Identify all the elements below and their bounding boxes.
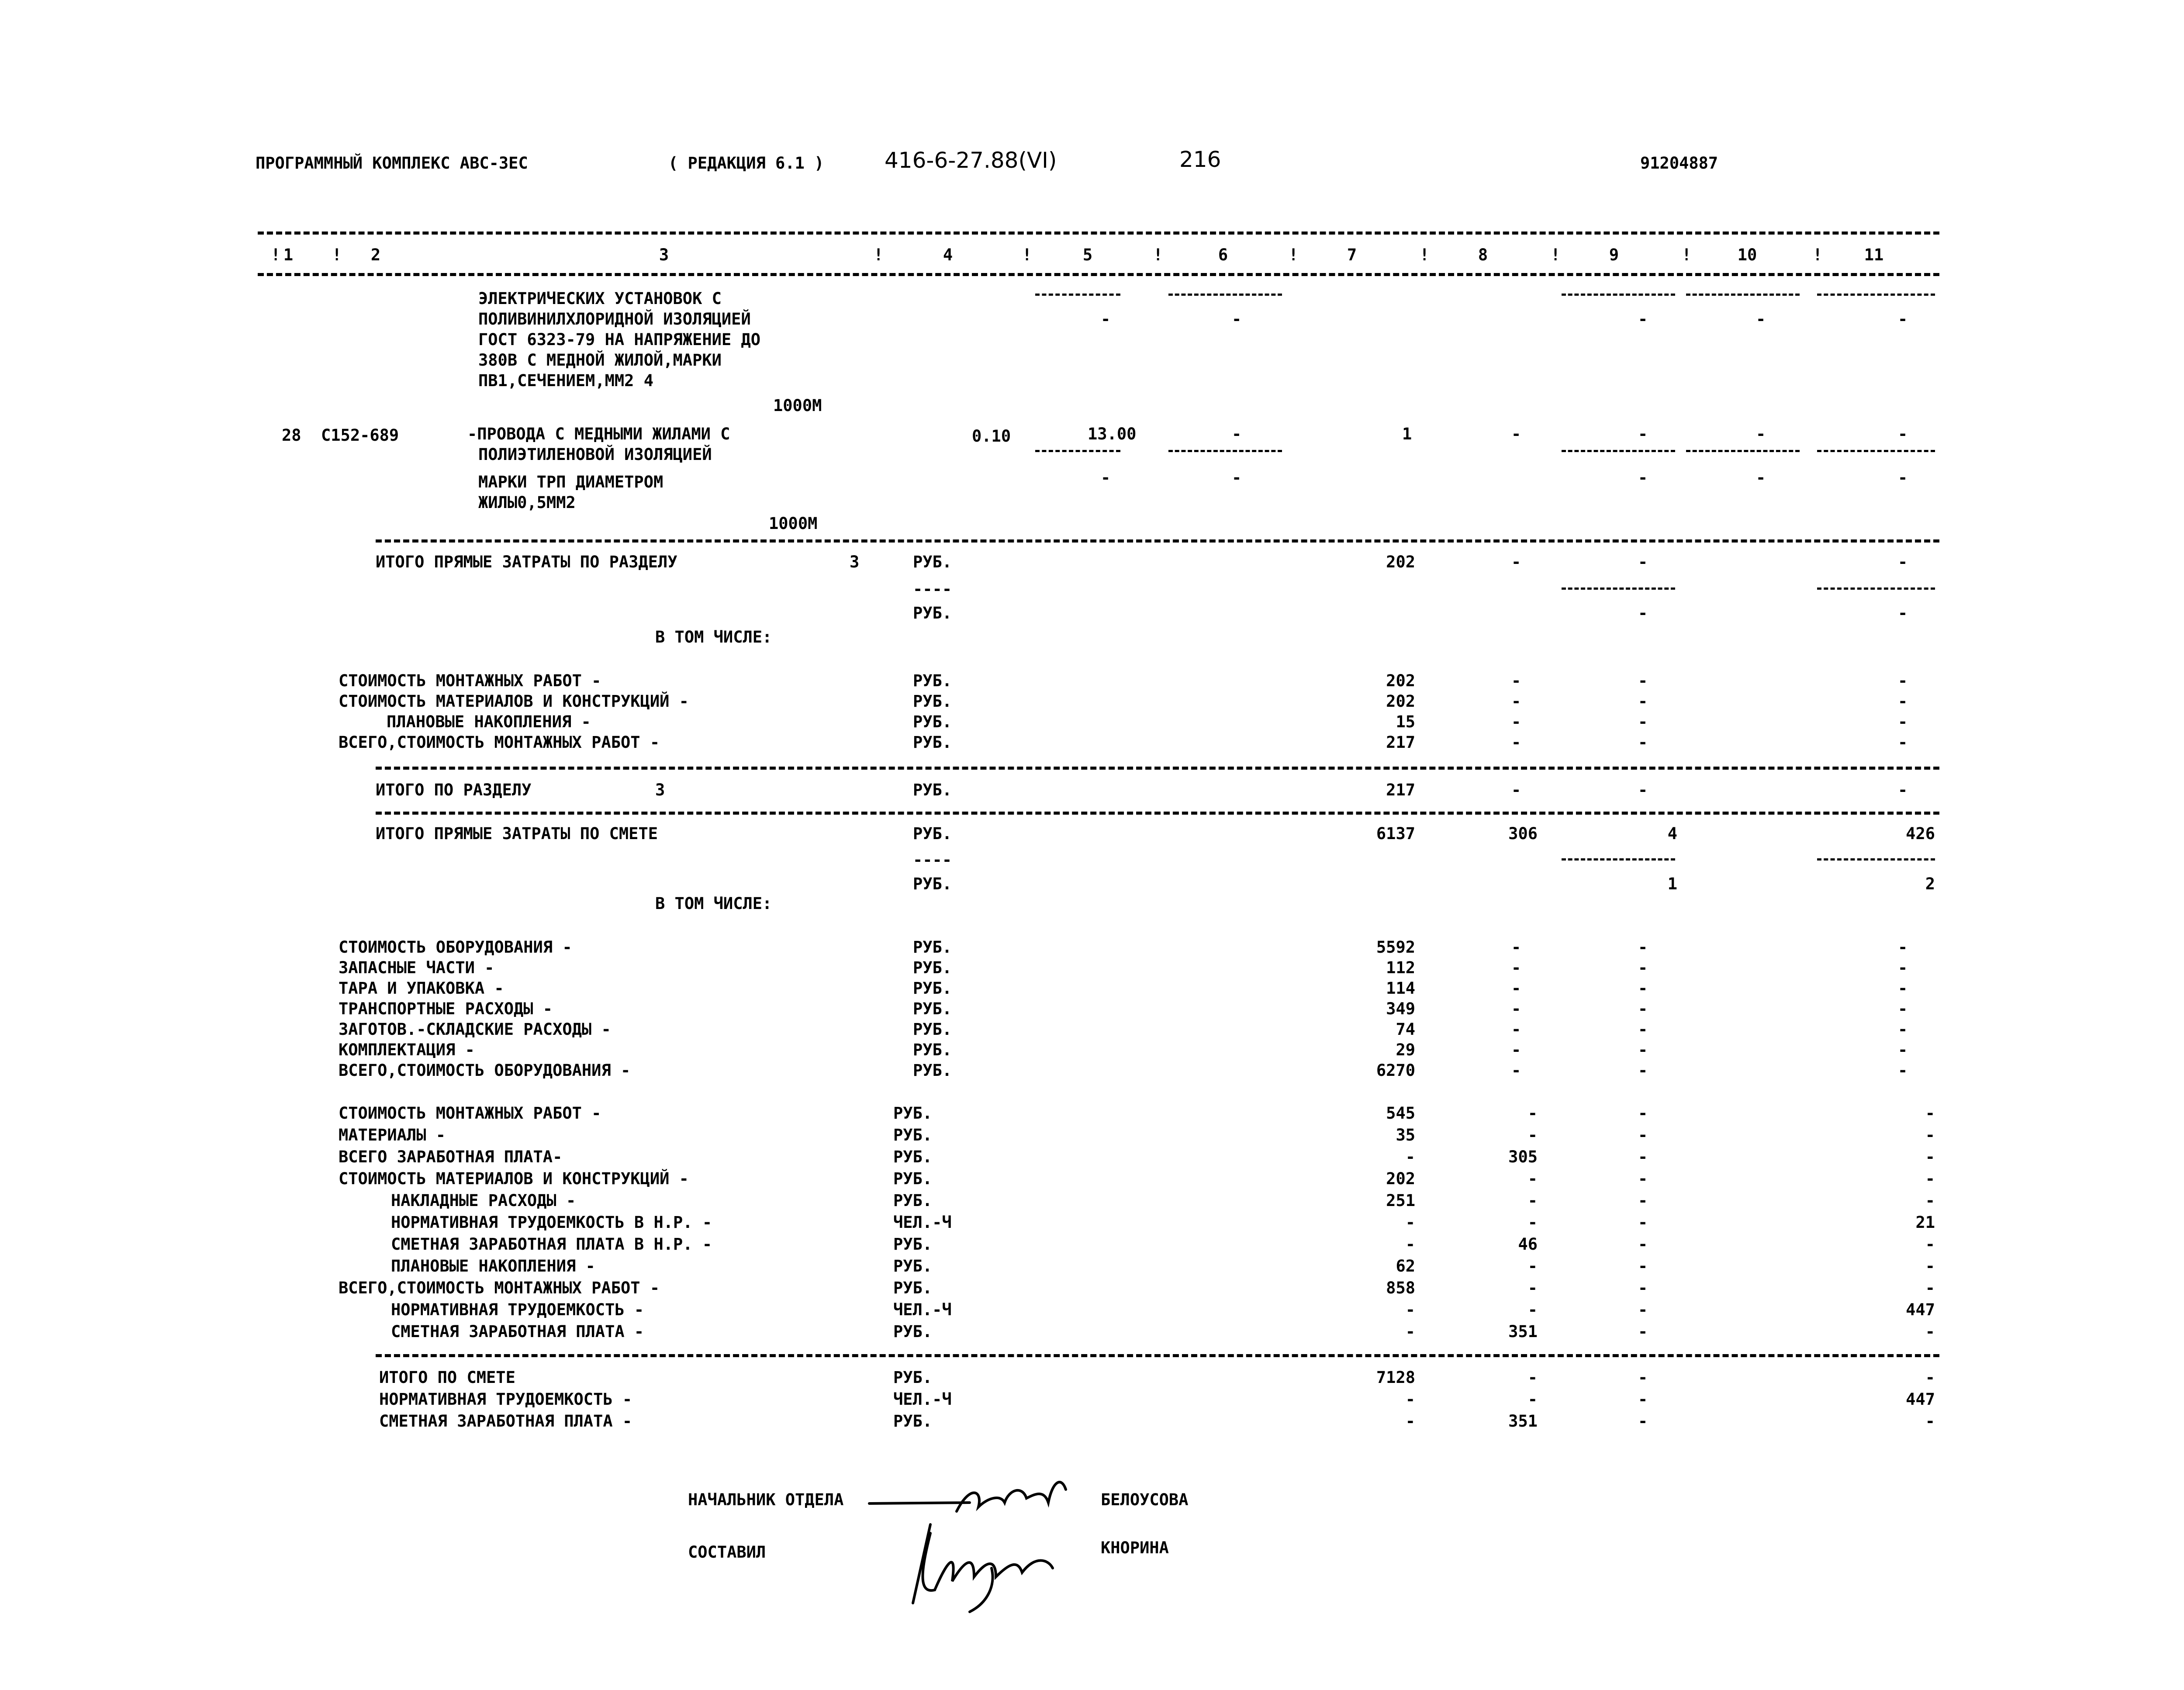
breakdown-label: СТОИМОСТЬ МАТЕРИАЛОВ И КОНСТРУКЦИЙ - bbox=[339, 692, 689, 711]
cell-dash: - bbox=[1511, 979, 1521, 998]
cell-dash: - bbox=[1232, 468, 1242, 487]
column-separator: ! bbox=[1813, 245, 1823, 264]
unit: РУБ. bbox=[893, 1322, 933, 1341]
cell-dash: - bbox=[1638, 671, 1648, 690]
equipment-label: КОМПЛЕКТАЦИЯ - bbox=[339, 1040, 475, 1059]
document-code: 416-6-27.88(VI) bbox=[885, 148, 1057, 173]
works-col7: - bbox=[1405, 1147, 1415, 1166]
estimate-total-label: ИТОГО ПО СМЕТЕ bbox=[379, 1368, 515, 1387]
breakdown-value: 202 bbox=[1386, 671, 1415, 690]
cell-rule bbox=[1035, 450, 1120, 452]
unit: РУБ. bbox=[893, 1235, 933, 1254]
section-rule bbox=[376, 539, 1939, 543]
estimate-total-col11: - bbox=[1925, 1412, 1935, 1431]
equipment-value: 29 bbox=[1396, 1040, 1415, 1059]
works-label: ПЛАНОВЫЕ НАКОПЛЕНИЯ - bbox=[391, 1257, 595, 1275]
estimate-direct-col9: 4 bbox=[1667, 824, 1677, 843]
cell-dash: - bbox=[1898, 781, 1908, 799]
equipment-value: 112 bbox=[1386, 958, 1415, 977]
cell-dash: - bbox=[1511, 1061, 1521, 1080]
works-col11: - bbox=[1925, 1279, 1935, 1297]
cell-rule bbox=[1562, 294, 1675, 296]
cell-dash: - bbox=[1638, 781, 1648, 799]
column-number: 4 bbox=[943, 245, 953, 264]
works-col8: 305 bbox=[1508, 1147, 1538, 1166]
unit: РУБ. bbox=[913, 553, 952, 571]
including-heading: В ТОМ ЧИСЛЕ: bbox=[655, 894, 772, 913]
cell-dash: - bbox=[1898, 671, 1908, 690]
desc-line: ЭЛЕКТРИЧЕСКИХ УСТАНОВОК С bbox=[478, 289, 722, 308]
section-total-value: 217 bbox=[1386, 781, 1415, 799]
works-label: СТОИМОСТЬ МОНТАЖНЫХ РАБОТ - bbox=[339, 1104, 601, 1123]
cell-dash: - bbox=[1638, 1235, 1648, 1254]
item-number: 28 bbox=[282, 426, 301, 445]
cell-dash: - bbox=[1638, 553, 1648, 571]
estimate-total-label: СМЕТНАЯ ЗАРАБОТНАЯ ПЛАТА - bbox=[379, 1412, 632, 1431]
cell-dash: - bbox=[1638, 1061, 1648, 1080]
program-name: ПРОГРАММНЫЙ КОМПЛЕКС АВС-ЗЕС bbox=[256, 154, 528, 173]
desc-line: МАРКИ ТРП ДИАМЕТРОМ bbox=[478, 473, 663, 491]
cell-dash: - bbox=[1898, 692, 1908, 711]
cell-dash: - bbox=[1638, 1279, 1648, 1297]
page-number: 216 bbox=[1179, 147, 1221, 172]
signature-name: КНОРИНА bbox=[1101, 1538, 1169, 1557]
desc-line: ПОЛИЭТИЛЕНОВОЙ ИЗОЛЯЦИЕЙ bbox=[478, 445, 712, 464]
cell-dash: - bbox=[1638, 1191, 1648, 1210]
cell-dash: - bbox=[1638, 468, 1648, 487]
cell-dash: - bbox=[1638, 1300, 1648, 1319]
works-label: ВСЕГО,СТОИМОСТЬ МОНТАЖНЫХ РАБОТ - bbox=[339, 1279, 660, 1297]
section-direct-label: ИТОГО ПРЯМЫЕ ЗАТРАТЫ ПО РАЗДЕЛУ bbox=[376, 553, 677, 571]
column-number: 7 bbox=[1347, 245, 1357, 264]
cell-dash: - bbox=[1756, 310, 1766, 328]
cell-dash: - bbox=[1756, 468, 1766, 487]
column-separator: ! bbox=[1682, 245, 1692, 264]
cell-dash: - bbox=[1511, 712, 1521, 731]
unit: РУБ. bbox=[893, 1147, 933, 1166]
works-col8: 46 bbox=[1518, 1235, 1538, 1254]
cell-dash: - bbox=[1898, 1020, 1908, 1039]
equipment-value: 5592 bbox=[1376, 938, 1415, 957]
estimate-total-col11: - bbox=[1925, 1368, 1935, 1387]
column-number: 8 bbox=[1478, 245, 1488, 264]
cell-dash: - bbox=[1638, 1390, 1648, 1409]
cell-dash: - bbox=[1898, 958, 1908, 977]
cell-dash: - bbox=[1511, 938, 1521, 957]
works-col7: 62 bbox=[1396, 1257, 1415, 1275]
estimate-total-col8: - bbox=[1527, 1390, 1538, 1409]
signature-role: СОСТАВИЛ bbox=[688, 1543, 766, 1562]
section-total-label: ИТОГО ПО РАЗДЕЛУ bbox=[376, 781, 532, 799]
section-number: 3 bbox=[850, 553, 860, 571]
cell-dash: - bbox=[1232, 310, 1242, 328]
column-separator: ! bbox=[1420, 245, 1430, 264]
cell-dash: - bbox=[1638, 1322, 1648, 1341]
column-separator: ! bbox=[874, 245, 884, 264]
cell-dash: - bbox=[1898, 712, 1908, 731]
unit: РУБ. bbox=[893, 1104, 933, 1123]
unit: РУБ. bbox=[913, 671, 952, 690]
works-col11: - bbox=[1925, 1235, 1935, 1254]
equipment-label: ВСЕГО,СТОИМОСТЬ ОБОРУДОВАНИЯ - bbox=[339, 1061, 631, 1080]
cell-rule bbox=[1562, 858, 1675, 861]
works-col11: - bbox=[1925, 1322, 1935, 1341]
unit: РУБ. bbox=[913, 604, 952, 622]
equipment-label: ЗАГОТОВ.-СКЛАДСКИЕ РАСХОДЫ - bbox=[339, 1020, 611, 1039]
cell-dash: - bbox=[1511, 1040, 1521, 1059]
edition: ( РЕДАКЦИЯ 6.1 ) bbox=[668, 154, 824, 173]
works-col8: - bbox=[1527, 1169, 1538, 1188]
section-direct-value: 202 bbox=[1386, 553, 1415, 571]
column-separator: ! bbox=[1022, 245, 1032, 264]
works-col8: - bbox=[1527, 1126, 1538, 1144]
unit: ЧЕЛ.-Ч bbox=[893, 1390, 952, 1409]
cell-dash: - bbox=[1638, 604, 1648, 622]
cell-rule bbox=[1035, 294, 1120, 296]
cell-dash: - bbox=[1898, 1061, 1908, 1080]
cell-dash: - bbox=[1511, 671, 1521, 690]
works-label: СТОИМОСТЬ МАТЕРИАЛОВ И КОНСТРУКЦИЙ - bbox=[339, 1169, 689, 1188]
cell-dash: - bbox=[1638, 958, 1648, 977]
equipment-value: 114 bbox=[1386, 979, 1415, 998]
section-total-rule bbox=[376, 767, 1939, 770]
estimate-total-col8: - bbox=[1527, 1368, 1538, 1387]
cell-dash: - bbox=[1898, 1040, 1908, 1059]
works-col7: 545 bbox=[1386, 1104, 1415, 1123]
estimate-total-label: НОРМАТИВНАЯ ТРУДОЕМКОСТЬ - bbox=[379, 1390, 632, 1409]
estimate-direct-col7: 6137 bbox=[1376, 824, 1415, 843]
unit-rule: ---- bbox=[913, 850, 952, 869]
cell-dash: - bbox=[1756, 425, 1766, 443]
estimate-total-col7: - bbox=[1405, 1390, 1415, 1409]
breakdown-value: 202 bbox=[1386, 692, 1415, 711]
column-number: 10 bbox=[1737, 245, 1757, 264]
cell-dash: - bbox=[1638, 979, 1648, 998]
cell-dash: - bbox=[1638, 1104, 1648, 1123]
cell-dash: - bbox=[1898, 468, 1908, 487]
unit: РУБ. bbox=[913, 1020, 952, 1039]
cell-rule bbox=[1686, 450, 1800, 452]
estimate-total-col7: - bbox=[1405, 1412, 1415, 1431]
works-col7: 202 bbox=[1386, 1169, 1415, 1188]
works-col11: - bbox=[1925, 1257, 1935, 1275]
works-col11: - bbox=[1925, 1126, 1935, 1144]
cell-dash: - bbox=[1638, 1368, 1648, 1387]
works-col7: 35 bbox=[1396, 1126, 1415, 1144]
cell-rule bbox=[1168, 294, 1282, 296]
estimate-total-col7: 7128 bbox=[1376, 1368, 1415, 1387]
document-number: 91204887 bbox=[1640, 154, 1718, 173]
unit: РУБ. bbox=[913, 938, 952, 957]
works-col7: - bbox=[1405, 1235, 1415, 1254]
works-col8: - bbox=[1527, 1257, 1538, 1275]
unit: РУБ. bbox=[913, 958, 952, 977]
desc-line: ПОЛИВИНИЛХЛОРИДНОЙ ИЗОЛЯЦИЕЙ bbox=[478, 310, 751, 328]
estimate-total-col8: 351 bbox=[1508, 1412, 1538, 1431]
breakdown-label: СТОИМОСТЬ МОНТАЖНЫХ РАБОТ - bbox=[339, 671, 601, 690]
unit: РУБ. bbox=[913, 874, 952, 893]
cell-dash: - bbox=[1638, 1040, 1648, 1059]
cell-rule bbox=[1817, 294, 1935, 296]
item-quantity: 0.10 bbox=[972, 427, 1011, 446]
works-label: МАТЕРИАЛЫ - bbox=[339, 1126, 446, 1144]
estimate-direct-col11: 426 bbox=[1906, 824, 1935, 843]
column-number: 5 bbox=[1082, 245, 1093, 264]
breakdown-label: ВСЕГО,СТОИМОСТЬ МОНТАЖНЫХ РАБОТ - bbox=[339, 733, 660, 752]
column-number: 1 bbox=[283, 245, 294, 264]
unit: ЧЕЛ.-Ч bbox=[893, 1300, 952, 1319]
cell-dash: - bbox=[1511, 999, 1521, 1018]
unit: РУБ. bbox=[913, 1040, 952, 1059]
cell-dash: - bbox=[1638, 1020, 1648, 1039]
works-col7: - bbox=[1405, 1213, 1415, 1232]
cell-dash: - bbox=[1638, 310, 1648, 328]
handwritten-signature bbox=[904, 1516, 1088, 1616]
cell-dash: - bbox=[1898, 425, 1908, 443]
breakdown-value: 217 bbox=[1386, 733, 1415, 752]
desc-line: -ПРОВОДА С МЕДНЫМИ ЖИЛАМИ С bbox=[467, 425, 730, 443]
works-col11: - bbox=[1925, 1169, 1935, 1188]
works-col8: 351 bbox=[1508, 1322, 1538, 1341]
cell-rule bbox=[1562, 450, 1675, 452]
cell-rule bbox=[1686, 294, 1800, 296]
estimate-direct-label: ИТОГО ПРЯМЫЕ ЗАТРАТЫ ПО СМЕТЕ bbox=[376, 824, 658, 843]
cell-dash: - bbox=[1898, 938, 1908, 957]
works-col7: 858 bbox=[1386, 1279, 1415, 1297]
cell-dash: - bbox=[1638, 938, 1648, 957]
cell-dash: - bbox=[1101, 310, 1111, 328]
header-top-rule bbox=[258, 232, 1939, 235]
desc-line: ГОСТ 6323-79 НА НАПРЯЖЕНИЕ ДО bbox=[478, 330, 761, 349]
unit: РУБ. bbox=[893, 1191, 933, 1210]
unit-rule: ---- bbox=[913, 580, 952, 598]
works-col8: - bbox=[1527, 1279, 1538, 1297]
cell-rule bbox=[1562, 588, 1675, 590]
cell-dash: - bbox=[1898, 553, 1908, 571]
cell-dash: - bbox=[1638, 712, 1648, 731]
unit: РУБ. bbox=[893, 1169, 933, 1188]
cell-dash: - bbox=[1638, 1169, 1648, 1188]
works-col11: 21 bbox=[1915, 1213, 1935, 1232]
cell-dash: - bbox=[1638, 1412, 1648, 1431]
item-unit-price: 13.00 bbox=[1088, 425, 1137, 443]
estimate-direct-col11-line2: 2 bbox=[1925, 874, 1935, 893]
cell-rule bbox=[1817, 588, 1935, 590]
works-col8: - bbox=[1527, 1191, 1538, 1210]
cell-dash: - bbox=[1511, 425, 1521, 443]
including-heading: В ТОМ ЧИСЛЕ: bbox=[655, 628, 772, 646]
cell-dash: - bbox=[1511, 781, 1521, 799]
item-total: 1 bbox=[1402, 425, 1412, 443]
desc-unit: 1000М bbox=[769, 514, 818, 533]
unit: РУБ. bbox=[913, 781, 952, 799]
estimate-rule bbox=[376, 812, 1939, 815]
column-separator: ! bbox=[271, 245, 281, 264]
signature-name: БЕЛОУСОВА bbox=[1101, 1490, 1189, 1509]
cell-dash: - bbox=[1638, 1126, 1648, 1144]
estimate-total-col11: 447 bbox=[1906, 1390, 1935, 1409]
column-separator: ! bbox=[1551, 245, 1561, 264]
cell-dash: - bbox=[1898, 604, 1908, 622]
desc-line: ПВ1,СЕЧЕНИЕМ,ММ2 4 bbox=[478, 371, 653, 390]
cell-dash: - bbox=[1511, 553, 1521, 571]
cell-dash: - bbox=[1638, 733, 1648, 752]
works-label: ВСЕГО ЗАРАБОТНАЯ ПЛАТА- bbox=[339, 1147, 563, 1166]
works-label: НОРМАТИВНАЯ ТРУДОЕМКОСТЬ В Н.Р. - bbox=[391, 1213, 712, 1232]
works-col8: - bbox=[1527, 1300, 1538, 1319]
item-code: С152-689 bbox=[321, 426, 399, 445]
cell-dash: - bbox=[1898, 979, 1908, 998]
equipment-label: СТОИМОСТЬ ОБОРУДОВАНИЯ - bbox=[339, 938, 572, 957]
unit: РУБ. bbox=[913, 733, 952, 752]
column-number: 6 bbox=[1218, 245, 1228, 264]
works-col7: 251 bbox=[1386, 1191, 1415, 1210]
cell-dash: - bbox=[1638, 1257, 1648, 1275]
works-label: СМЕТНАЯ ЗАРАБОТНАЯ ПЛАТА - bbox=[391, 1322, 644, 1341]
unit: РУБ. bbox=[893, 1368, 933, 1387]
works-col11: - bbox=[1925, 1147, 1935, 1166]
cell-dash: - bbox=[1101, 468, 1111, 487]
cell-dash: - bbox=[1898, 310, 1908, 328]
unit: РУБ. bbox=[913, 692, 952, 711]
cell-dash: - bbox=[1898, 733, 1908, 752]
works-col8: - bbox=[1527, 1104, 1538, 1123]
cell-rule bbox=[1168, 450, 1282, 452]
header-bottom-rule bbox=[258, 273, 1939, 276]
unit: ЧЕЛ.-Ч bbox=[893, 1213, 952, 1232]
equipment-label: ТАРА И УПАКОВКА - bbox=[339, 979, 504, 998]
equipment-value: 6270 bbox=[1376, 1061, 1415, 1080]
breakdown-label: ПЛАНОВЫЕ НАКОПЛЕНИЯ - bbox=[387, 712, 591, 731]
unit: РУБ. bbox=[913, 712, 952, 731]
column-separator: ! bbox=[1289, 245, 1299, 264]
cell-dash: - bbox=[1511, 692, 1521, 711]
equipment-value: 349 bbox=[1386, 999, 1415, 1018]
estimate-total-rule bbox=[376, 1354, 1939, 1357]
cell-dash: - bbox=[1638, 999, 1648, 1018]
cell-dash: - bbox=[1638, 1213, 1648, 1232]
unit: РУБ. bbox=[893, 1279, 933, 1297]
cell-dash: - bbox=[1638, 425, 1648, 443]
estimate-direct-col8: 306 bbox=[1508, 824, 1538, 843]
unit: РУБ. bbox=[913, 999, 952, 1018]
cell-dash: - bbox=[1511, 1020, 1521, 1039]
works-col11: 447 bbox=[1906, 1300, 1935, 1319]
desc-line: 380В С МЕДНОЙ ЖИЛОЙ,МАРКИ bbox=[478, 351, 722, 370]
cell-dash: - bbox=[1898, 999, 1908, 1018]
cell-dash: - bbox=[1232, 425, 1242, 443]
column-number: 2 bbox=[370, 245, 381, 264]
desc-unit: 1000М bbox=[773, 396, 822, 415]
unit: РУБ. bbox=[893, 1126, 933, 1144]
column-separator: ! bbox=[332, 245, 342, 264]
cell-rule bbox=[1817, 858, 1935, 861]
works-label: СМЕТНАЯ ЗАРАБОТНАЯ ПЛАТА В Н.Р. - bbox=[391, 1235, 712, 1254]
column-separator: ! bbox=[1153, 245, 1163, 264]
column-number: 9 bbox=[1609, 245, 1619, 264]
works-col11: - bbox=[1925, 1104, 1935, 1123]
cell-dash: - bbox=[1638, 692, 1648, 711]
cell-dash: - bbox=[1511, 958, 1521, 977]
works-col7: - bbox=[1405, 1300, 1415, 1319]
works-col11: - bbox=[1925, 1191, 1935, 1210]
cell-rule bbox=[1817, 450, 1935, 452]
signature-role: НАЧАЛЬНИК ОТДЕЛА bbox=[688, 1490, 844, 1509]
works-label: НОРМАТИВНАЯ ТРУДОЕМКОСТЬ - bbox=[391, 1300, 644, 1319]
cell-dash: - bbox=[1511, 733, 1521, 752]
column-number: 11 bbox=[1864, 245, 1884, 264]
cell-dash: - bbox=[1638, 1147, 1648, 1166]
unit: РУБ. bbox=[913, 979, 952, 998]
equipment-value: 74 bbox=[1396, 1020, 1415, 1039]
breakdown-value: 15 bbox=[1396, 712, 1415, 731]
works-col8: - bbox=[1527, 1213, 1538, 1232]
works-col7: - bbox=[1405, 1322, 1415, 1341]
estimate-direct-col9-line2: 1 bbox=[1667, 874, 1677, 893]
section-number: 3 bbox=[655, 781, 665, 799]
unit: РУБ. bbox=[913, 824, 952, 843]
works-label: НАКЛАДНЫЕ РАСХОДЫ - bbox=[391, 1191, 576, 1210]
equipment-label: ТРАНСПОРТНЫЕ РАСХОДЫ - bbox=[339, 999, 553, 1018]
column-number: 3 bbox=[659, 245, 669, 264]
desc-line: ЖИЛЫ0,5ММ2 bbox=[478, 493, 576, 512]
unit: РУБ. bbox=[913, 1061, 952, 1080]
unit: РУБ. bbox=[893, 1412, 933, 1431]
equipment-label: ЗАПАСНЫЕ ЧАСТИ - bbox=[339, 958, 494, 977]
unit: РУБ. bbox=[893, 1257, 933, 1275]
